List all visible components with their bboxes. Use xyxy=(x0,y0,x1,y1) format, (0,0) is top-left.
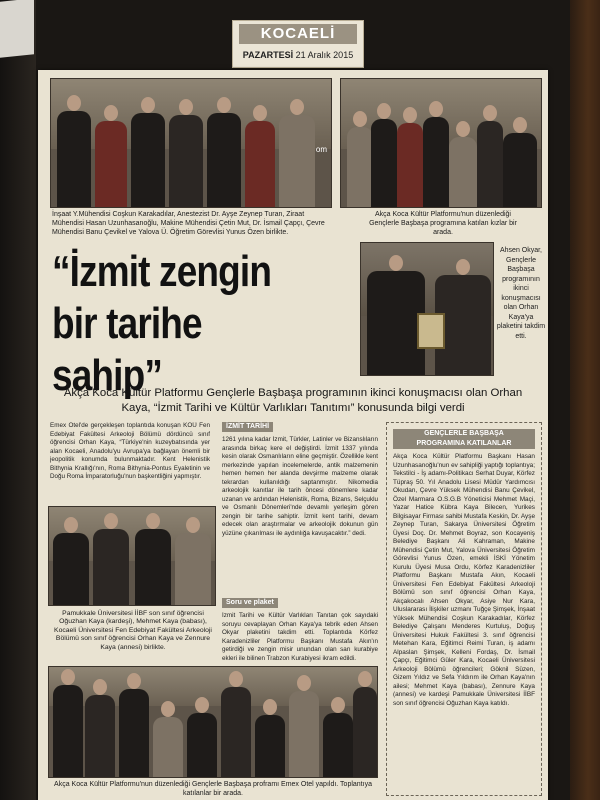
person-figure xyxy=(57,111,91,207)
headline xyxy=(52,246,304,402)
person-figure xyxy=(53,685,83,777)
paper-scrap xyxy=(0,0,34,58)
box-title-line-2: PROGRAMINA KATILANLAR xyxy=(416,440,512,447)
person-figure xyxy=(477,121,503,207)
person-figure xyxy=(85,695,115,777)
portrait-caption: Ahsen Okyar, Gençlerle Başbaşa programının ikinci konuşmacısı olan Orhan Kaya'ya plaketini takdim etti. xyxy=(496,247,546,340)
person-figure xyxy=(371,119,397,207)
article-intro-text: Emex Otel'de gerçekleşen toplantıda konuşan KOÜ Fen Edebiyat Fakültesi Arkeoloji Bölümü dördüncü sınıf öğrencisi Orhan Kaya, “Türkiye'nin kuzeybatısında yer alan Kocaeli, Anadolu'yu Avrupa'ya bağlayan önemli bir jeopolitik konumda bulunmaktadır. Kent Helenistik Bithynia Krallığı'nın, Roma Bithynia-Pontus Eyaletinin ve Doğu Roma İmparatorluğu'nun başkentliğini yapmıştır. xyxy=(50,422,210,481)
headline-line-1: “İzmit zengin xyxy=(52,247,272,296)
family-photo xyxy=(48,506,216,606)
person-figure xyxy=(423,117,449,207)
person-figure xyxy=(153,717,183,777)
person-figure xyxy=(221,687,251,777)
box-title-line-1: GENÇLERLE BAŞBAŞA xyxy=(424,430,504,437)
background-board-right xyxy=(570,0,600,800)
person-figure xyxy=(347,127,373,207)
headline-line-2: bir tarihe sahip” xyxy=(52,299,202,400)
participants-list-text: Akça Koca Kültür Platformu Başkanı Hasan Uzunhasanoğlu'nun ev sahipliği yaptığı toplantıya; Tekstilci - İş adamı-Politikacı Serhat Duyar, Körfez Tüpraş 50. Yıl Anadolu Lisesi Müdür Yardımcısı Okudan, Çevre Yüksek Mühendisi Banu Çevikel, Özel Marmara O.S.G.B Yöneticisi Mehmet Maçi, Yazar Hatice Kübra Kaya Bilecen, Yurikes Bilgisayar Firması sahibi Mustafa Keskin, Dr. Ayşe Zeynep Turan, Sakarya Üniversitesi Öğretim Üyesi Doç. Dr. Mehmet Boyraz, son Kocayeniş Belediye Başkanı Ali Kahraman, Makine Mühendisi Çetin Mut, Yalova Üniversitesi Öğretim Görevlisi Yunus Özen, emekli İSKİ Yönetim Kurulu Üyesi Musa Ordu, Körfez Karadenizliler Platformu Başkanı Mustafa Akın, Kocaeli Üniversitesi Fen Edebiyat Fakültesi Arkeoloji Bölümü son sınıf öğrencisi Orhan Kaya, Akçakocalı Ahsen Okyar, Asiye Nur Kara, Uluslararası İlişkiler uzmanı Tuğçe Şimşek, İnşaat Yüksek Mühendisi Coşkun Karakadılar, Körfez Belediye Çalışanı Menderes Kurtuluş, Doğuş Üniversitesi Hukuk Fakültesi 3. sınıf öğrencisi Metehan Kara, Eğitimci Reimi Turan, iş adamı Alpaslan Şimşek, Kelleni Fordaş, Dr. İsmail Çapçı, Eğitimci Güler Kara, Kocaeli Üniversitesi Arkeoloji Bölümü öğrencileri; Göknil Süzen, Gizem Yıldız ve Sefa Yıldırım ile Orhan Kaya'nın ailesi; Mehmet Kaya (babası), Zennure Kaya (annesi) ve kardeşi Pamukkale Üniversitesi İİBF son sınıf öğrencisi Oğuzhan Kaya katıldı. xyxy=(393,453,535,707)
newspaper-name: KOCAELİ xyxy=(239,24,357,44)
participants-box xyxy=(386,422,542,796)
background-board-left xyxy=(0,0,36,800)
person-figure xyxy=(245,121,275,207)
person-figure xyxy=(119,689,149,777)
publication-date-text: 21 Aralık 2015 xyxy=(295,50,354,60)
person-figure xyxy=(289,691,319,777)
photo-caption-bottom: Akça Koca Kültür Platformu'nun düzenlediği Gençlerle Başbaşa proframı Emex Otel yapıldı. Toplantıya katılanlar bir arada. xyxy=(54,781,372,797)
photo-caption-family: Pamukkale Üniversitesi İİBF son sınıf öğrencisi Oğuzhan Kaya (kardeşi), Mehmet Kaya (babası), Kocaeli Üniversitesi Fen Edebiyat Fakültesi Arkeoloji Bölümü son sınıf öğrencisi Orhan Kaya ve Zennure Kaya (annesi) birlikte. xyxy=(54,610,212,651)
izmit-history-text: 1261 yılına kadar İzmit, Türkler, Latinler ve Bizanslıların arasında birkaç kere el değiştirdi. İzmit 1337 yılında kesin olarak Osmanlıların eline geçmiştir. Özellikle kent merkezinde yapılan incelemelerde, antik malzemenin hemen hemen her alanda devşirme malzeme olarak tekrardan kullanıldığı saptanmıştır. Nikomedia arkeolojik kanıtlar ile tarih öncesi dönemlere kadar uzanan ve ardından Helenistik, Roma, Bizans, Selçuklu ve Osmanlı Dönemleri'nde devamlı yerleşim gören zengin bir tarihe sahiptir. İzmit kent tarihi, devam edecek olan araştırmalar ve arkeolojik dokunun gün yüzüne çıkarılması ile aydınlığa kavuşacaktır.” dedi. xyxy=(222,436,378,538)
question-plaque-text: İzmit Tarihi ve Kültür Varlıkları Tanıtan çok sayıdaki soruyu cevaplayan Orhan Kaya'ya tebrik eden Ahsen Okyar plaketini takdim etti. Toplantıda Körfez Karadenizliler Platformu Başkanı Mustafa Akın'ın getirdiği ve zengin misir unundan olan sarı kurabiye ekleri ile bilinen Trabzon Kurabiyesi ikram edildi. xyxy=(222,612,378,662)
person-figure xyxy=(169,115,203,207)
plaque-label: om xyxy=(315,145,327,154)
person-figure xyxy=(279,115,315,207)
participants-box-title xyxy=(393,429,535,449)
newspaper-masthead xyxy=(232,20,364,68)
person-figure xyxy=(95,121,127,207)
person-figure xyxy=(175,533,211,605)
publication-day: PAZARTESİ xyxy=(242,50,294,60)
plaque xyxy=(417,313,445,349)
person-figure xyxy=(255,715,285,777)
group-photo-bottom xyxy=(48,666,378,778)
group-photo-top-left xyxy=(50,78,332,208)
person-figure xyxy=(449,137,477,207)
group-photo-top-right xyxy=(340,78,542,208)
person-figure xyxy=(135,529,171,605)
person-figure xyxy=(503,133,537,207)
person-figure xyxy=(131,113,165,207)
plaque-presentation-photo xyxy=(360,242,494,376)
publication-date xyxy=(233,50,363,60)
person-figure xyxy=(207,113,241,207)
person-figure xyxy=(397,123,423,207)
person-figure xyxy=(53,533,89,605)
photo-caption-top-right: Akça Koca Kültür Platformu'nun düzenlediği Gençlerle Başbaşa programına katılan kızlar bir arada. xyxy=(369,211,517,236)
newspaper-article xyxy=(38,70,548,800)
section-label-soru-plaket: Soru ve plaket xyxy=(222,598,278,608)
person-figure xyxy=(353,687,377,777)
person-figure xyxy=(187,713,217,777)
person-figure xyxy=(323,713,353,777)
person-figure xyxy=(93,529,129,605)
subheadline: Akça Koca Kültür Platformu Gençlerle Başbaşa programının ikinci konuşmacısı olan Orhan Kaya, “İzmit Tarihi ve Kültür Varlıkları Tanıtımı” konusunda bilgi verdi xyxy=(63,387,523,414)
section-label-izmit-tarihi: İZMİT TARİHİ xyxy=(222,422,273,432)
photo-caption-top-left: İnşaat Y.Mühendisi Coşkun Karakadılar, Anestezist Dr. Ayşe Zeynep Turan, Ziraat Mühendisi Hasan Uzunhasanoğlu, Makine Mühendisi Çetin Mut, Dr. İsmail Çapçı, Çevre Mühendisi Banu Çevikel ve Yalova Ü. Öğretim Görevlisi Yunus Özen birlikte. xyxy=(52,211,325,236)
